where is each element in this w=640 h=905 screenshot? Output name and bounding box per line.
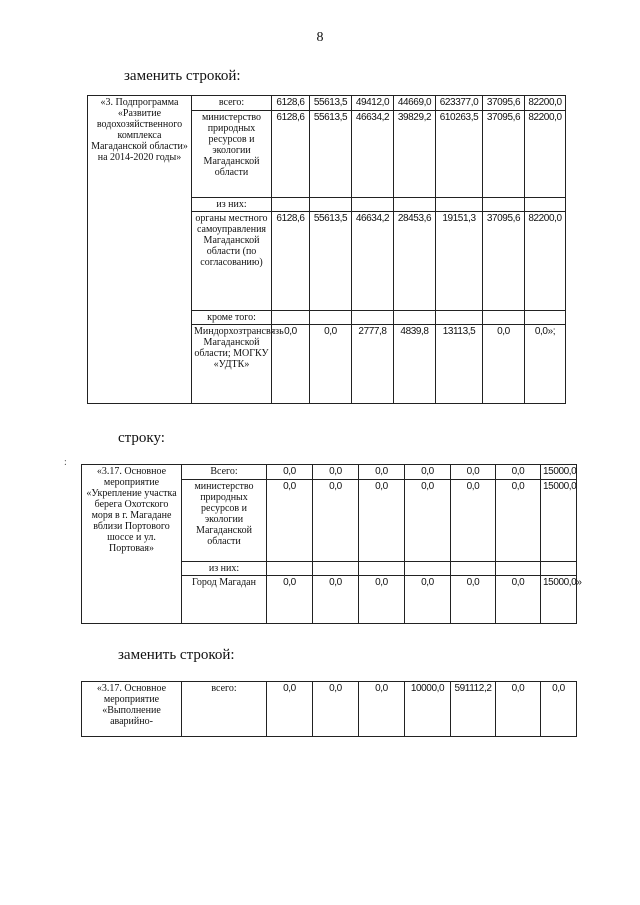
value-cell: 55613,5 bbox=[310, 96, 352, 111]
section3-heading: заменить строкой: bbox=[118, 647, 235, 663]
value-cell: 591112,2 bbox=[451, 682, 496, 737]
value-cell: 82200,0 bbox=[525, 96, 566, 111]
value-cell bbox=[525, 198, 566, 212]
row-label: всего: bbox=[192, 96, 272, 111]
value-cell: 0,0 bbox=[313, 576, 359, 624]
row-label: Город Магадан bbox=[182, 576, 267, 624]
value-cell bbox=[359, 562, 405, 576]
value-cell: 39829,2 bbox=[394, 111, 436, 198]
value-cell: 0,0 bbox=[405, 480, 451, 562]
row-label: всего: bbox=[182, 682, 267, 737]
value-cell: 0,0 bbox=[451, 465, 496, 480]
value-cell bbox=[267, 562, 313, 576]
value-cell bbox=[483, 198, 525, 212]
value-cell: 0,0 bbox=[267, 480, 313, 562]
value-cell: 49412,0 bbox=[352, 96, 394, 111]
value-cell bbox=[310, 198, 352, 212]
value-cell: 46634,2 bbox=[352, 212, 394, 311]
value-cell: 55613,5 bbox=[310, 111, 352, 198]
value-cell: 10000,0 bbox=[405, 682, 451, 737]
value-cell: 55613,5 bbox=[310, 212, 352, 311]
value-cell: 19151,3 bbox=[436, 212, 483, 311]
value-cell bbox=[394, 311, 436, 325]
program-name-cell: «3. Подпрограмма «Развитие водохозяйственного комплекса Магаданской области» на 2014-2020 годы» bbox=[88, 96, 192, 404]
value-cell bbox=[541, 562, 577, 576]
row-label: из них: bbox=[182, 562, 267, 576]
value-cell bbox=[352, 198, 394, 212]
value-cell: 6128,6 bbox=[272, 111, 310, 198]
value-cell: 0,0»; bbox=[525, 325, 566, 404]
value-cell: 0,0 bbox=[267, 576, 313, 624]
value-cell: 2777,8 bbox=[352, 325, 394, 404]
value-cell bbox=[310, 311, 352, 325]
section2-table bbox=[81, 464, 582, 624]
value-cell: 0,0 bbox=[496, 576, 541, 624]
value-cell: 4839,8 bbox=[394, 325, 436, 404]
value-cell: 0,0 bbox=[496, 465, 541, 480]
value-cell: 0,0 bbox=[313, 480, 359, 562]
row-label: министерство природных ресурсов и экологии Магаданской области bbox=[192, 111, 272, 198]
row-label: министерство природных ресурсов и экологии Магаданской области bbox=[182, 480, 267, 562]
value-cell bbox=[313, 562, 359, 576]
value-cell: 6128,6 bbox=[272, 96, 310, 111]
value-cell: 0,0 bbox=[359, 480, 405, 562]
value-cell: 37095,6 bbox=[483, 212, 525, 311]
value-cell bbox=[451, 562, 496, 576]
value-cell: 0,0 bbox=[451, 480, 496, 562]
value-cell bbox=[272, 198, 310, 212]
section2-heading: строку: bbox=[118, 430, 165, 446]
value-cell: 6128,6 bbox=[272, 212, 310, 311]
value-cell bbox=[352, 311, 394, 325]
value-cell: 0,0 bbox=[310, 325, 352, 404]
value-cell: 0,0 bbox=[313, 682, 359, 737]
value-cell: 610263,5 bbox=[436, 111, 483, 198]
value-cell: 0,0 bbox=[405, 465, 451, 480]
value-cell: 0,0 bbox=[541, 682, 577, 737]
margin-mark: : bbox=[64, 457, 67, 468]
value-cell bbox=[483, 311, 525, 325]
value-cell: 82200,0 bbox=[525, 111, 566, 198]
value-cell: 15000,0» bbox=[541, 576, 577, 624]
value-cell bbox=[436, 198, 483, 212]
row-label: из них: bbox=[192, 198, 272, 212]
section1-heading: заменить строкой: bbox=[124, 68, 241, 84]
page-number: 8 bbox=[316, 30, 324, 45]
value-cell: 0,0 bbox=[272, 325, 310, 404]
value-cell: 623377,0 bbox=[436, 96, 483, 111]
value-cell bbox=[525, 311, 566, 325]
program-name-cell: «3.17. Основное мероприятие «Укрепление участка берега Охотского моря в г. Магадане вблизи Портового шоссе и ул. Портовая» bbox=[82, 465, 182, 624]
value-cell: 82200,0 bbox=[525, 212, 566, 311]
value-cell: 0,0 bbox=[359, 682, 405, 737]
value-cell: 28453,6 bbox=[394, 212, 436, 311]
value-cell: 0,0 bbox=[313, 465, 359, 480]
value-cell: 0,0 bbox=[451, 576, 496, 624]
value-cell bbox=[394, 198, 436, 212]
value-cell: 0,0 bbox=[483, 325, 525, 404]
value-cell: 37095,6 bbox=[483, 111, 525, 198]
value-cell: 0,0 bbox=[496, 682, 541, 737]
row-label: кроме того: bbox=[192, 311, 272, 325]
value-cell: 0,0 bbox=[267, 465, 313, 480]
value-cell bbox=[496, 562, 541, 576]
value-cell: 46634,2 bbox=[352, 111, 394, 198]
value-cell bbox=[436, 311, 483, 325]
value-cell: 0,0 bbox=[496, 480, 541, 562]
value-cell: 37095,6 bbox=[483, 96, 525, 111]
value-cell: 44669,0 bbox=[394, 96, 436, 111]
section3-table bbox=[81, 681, 577, 737]
value-cell: 15000,0 bbox=[541, 480, 577, 562]
value-cell bbox=[272, 311, 310, 325]
value-cell: 0,0 bbox=[405, 576, 451, 624]
value-cell: 0,0 bbox=[267, 682, 313, 737]
value-cell: 15000,0 bbox=[541, 465, 577, 480]
value-cell bbox=[405, 562, 451, 576]
value-cell: 0,0 bbox=[359, 465, 405, 480]
row-label: органы местного самоуправления Магаданской области (по согласованию) bbox=[192, 212, 272, 311]
value-cell: 0,0 bbox=[359, 576, 405, 624]
row-label: Миндорхозтрансвязь Магаданской области; МОГКУ «УДТК» bbox=[192, 325, 272, 404]
program-name-cell: «3.17. Основное мероприятие «Выполнение аварийно- bbox=[82, 682, 182, 737]
row-label: Всего: bbox=[182, 465, 267, 480]
value-cell: 13113,5 bbox=[436, 325, 483, 404]
section1-table bbox=[87, 95, 566, 404]
